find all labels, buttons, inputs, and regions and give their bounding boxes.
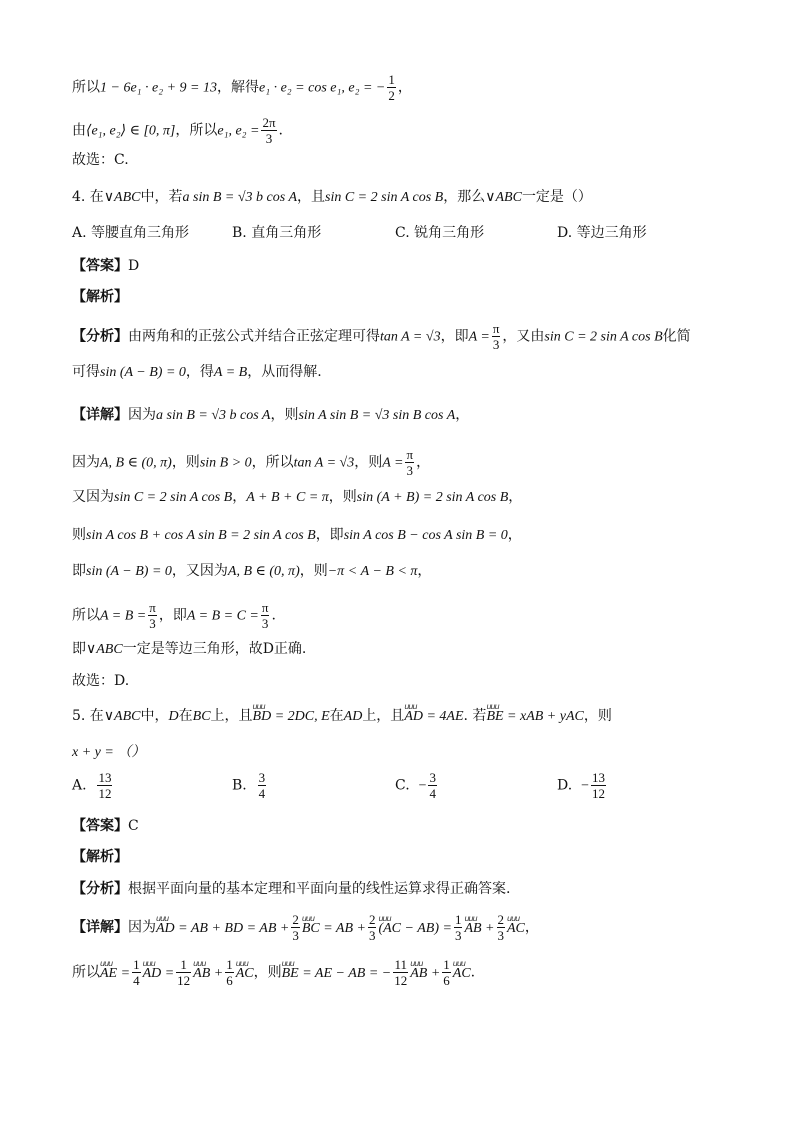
q5-fenxi: 【分析】根据平面向量的基本定理和平面向量的线性运算求得正确答案.	[72, 881, 511, 897]
q4-option-d: D. 等边三角形	[557, 225, 647, 241]
q4-analysis-tag: 【解析】	[72, 289, 128, 305]
q4-detail-3: 又因为sin C = 2 sin A cos B，A + B + C = π，则sin (A + B) = 2 sin A cos B，	[72, 489, 523, 505]
q4-detail-4: 则sin A cos B + cos A sin B = 2 sin A cos B，即sin A cos B − cos A sin B = 0，	[72, 527, 522, 543]
text: ，解得	[217, 79, 260, 96]
q4-fenxi-1: 【分析】由两角和的正弦公式并结合正弦定理可得tan A = √3，即A = $\frac{\pi}{3}$ ，又由sin C = 2 sin A cos B化简	[72, 321, 691, 352]
prev-choose: 故选：C.	[72, 152, 129, 168]
q4-fenxi-2: 可得sin (A − B) = 0，得A = B，从而得解.	[72, 364, 322, 380]
q5-stem-2: x + y = （）	[72, 745, 146, 760]
text: ，所以	[175, 122, 218, 139]
q4-detail-1: 【详解】因为a sin B = √3 b cos A，则sin A sin B = √3 sin B cos A，	[72, 407, 470, 423]
prev-line-1	[72, 72, 412, 103]
q4-option-c: C. 锐角三角形	[395, 225, 485, 241]
q4-option-a: A. 等腰直角三角形	[72, 225, 190, 241]
q5-detail-1: 【详解】因为uuu AD = AB + BD = AB + $\frac{2}{3}$ uuu BC = AB + $\frac{2}{3}$ uuu (AC − AB) = $\frac{1}{3}$ uuu AB + $\frac{2}{3}$ uuu AC，	[72, 912, 539, 943]
q4-detail-7: 即∨ABC一定是等边三角形，故D正确.	[72, 641, 307, 657]
math: e₁ · e₂ = cos e₁, e₂ = −	[259, 80, 386, 96]
prev-line-2	[72, 115, 283, 146]
q4-stem: 4. 在∨ABC中，若a sin B = √3 b cos A，且sin C = 2 sin A cos B，那么∨ABC一定是（）	[72, 189, 592, 205]
text: ，	[397, 79, 412, 96]
q5-analysis-tag: 【解析】	[72, 849, 128, 865]
fraction: $\frac{1}{2}$	[388, 72, 395, 103]
q4-detail-6: 所以A = B = $\frac{\pi}{3}$ ，即A = B = C = $\frac{\pi}{3}$ .	[72, 600, 276, 631]
q5-stem-1: 5. 在∨ABC中，D在BC上，且uuu BD = 2DC, E在AD上，且uuu AD = 4AE. 若uuu BE = xAB + yAC，则	[72, 706, 612, 727]
q5-detail-2: 所以uuu AE = $\frac{1}{4}$ uuu AD = $\frac{1}{12}$ uuu AB + $\frac{1}{6}$ uuu AC，则uuu BE = AE − AB = − $\frac{11}{12}$ uuu AB + $\frac{1}{6}$ uuu AC.	[72, 957, 475, 988]
fraction: $\frac{2\pi}{3}$	[262, 115, 276, 146]
text: .	[278, 122, 283, 139]
q5-option-c: C. − $\frac{3}{4}$	[395, 770, 436, 801]
math: 1 − 6e₁ · e₂ + 9 = 13	[100, 80, 218, 96]
math: ⟨e₁, e₂⟩ ∈ [0, π]	[86, 123, 176, 139]
q4-detail-2: 因为A, B ∈ (0, π)，则sin B > 0，所以tan A = √3，则A = $\frac{\pi}{3}$ ，	[72, 447, 431, 478]
q5-option-d: D. − $\frac{13}{12}$	[557, 770, 605, 801]
q4-detail-5: 即sin (A − B) = 0，又因为A, B ∈ (0, π)，则−π < A − B < π，	[72, 563, 432, 579]
q4-option-b: B. 直角三角形	[232, 225, 322, 241]
text: 由	[72, 122, 86, 139]
q5-option-a: A. $\frac{13}{12}$	[72, 770, 112, 801]
text: 所以	[72, 79, 100, 96]
math: e₁, e₂ =	[217, 123, 260, 139]
q4-choose: 故选：D.	[72, 673, 130, 689]
q5-option-b: B. $\frac{3}{4}$	[232, 770, 266, 801]
q5-answer: 【答案】C	[72, 818, 139, 834]
q4-answer: 【答案】D	[72, 258, 140, 274]
